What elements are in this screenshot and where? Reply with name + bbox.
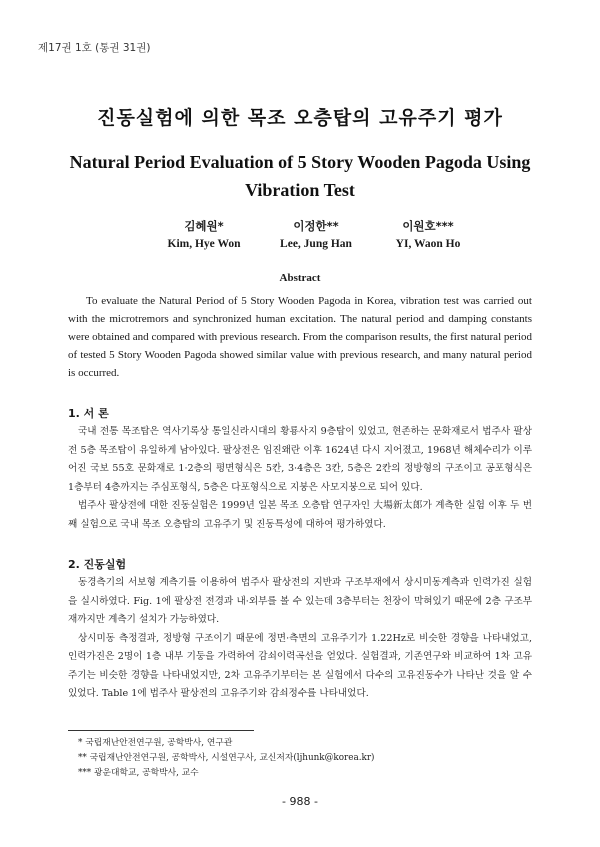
section-2-paragraph-1: 동경측기의 서보형 계측기를 이용하여 법주사 팔상전의 지반과 구조부재에서 상시미동계측과 인력가진 실험을 실시하였다. Fig. 1에 팔상전 전경과 내·외부를 볼 수 있는데 3층부터는 천장이 막혀있기 때문에 2층 구조부재까지만 계측기 설치가 가능하였다.	[68, 577, 532, 625]
footnote-3: *** 광운대학교, 공학박사, 교수	[78, 768, 199, 778]
section-2-paragraph-2: 상시미동 측정결과, 정방형 구조이기 때문에 정면·측면의 고유주기가 1.22Hz로 비슷한 경향을 나타내었고, 인력가진은 2명이 1층 내부 기둥을 가력하여 감쇠이력곡선을 얻었다. 실험결과, 기존연구와 비교하여 1차 고유주기는 비슷한 경향을 나타내었지만, 2차 고유주기부터는 본 실험에서 다수의 고유진동수가 나타난 것을 알 수 있었다. Table 1에 법주사 팔상전의 고유주기와 감쇠정수를 나타내었다.	[68, 632, 532, 699]
abstract-heading: Abstract	[279, 272, 321, 284]
author-2-english: Lee, Jung Han	[280, 238, 352, 250]
author-1-korean: 김혜원*	[184, 219, 224, 233]
title-korean: 진동실험에 의한 목조 오층탑의 고유주기 평가	[97, 107, 503, 129]
section-2-heading: 2. 진동실험	[68, 558, 127, 571]
section-1-body	[68, 423, 532, 534]
author-2-korean: 이정한**	[293, 219, 339, 233]
journal-volume-header: 제17권 1호 (통권 31권)	[38, 42, 151, 54]
author-1-english: Kim, Hye Won	[167, 238, 241, 250]
page-number: - 988 -	[282, 795, 318, 808]
author-3-korean: 이원호***	[402, 219, 454, 233]
section-1-paragraph-1: 국내 전통 목조탑은 역사기록상 통일신라시대의 황룡사지 9층탑이 있었고, 현존하는 문화재로서 법주사 팔상전 5층 목조탑이 유일하게 남아있다. 팔상전은 임진왜란 이후 1624년 다시 지어졌고, 1968년 해체수리가 이루어진 국보 55호 문화재로 1·2층의 평면형식은 5칸, 3·4층은 3칸, 5층은 2칸의 정방형의 구조이고 공포형식은 1층부터 4층까지는 주심포형식, 5층은 다포형식으로 지붕은 사모지붕으로 되어 있다.	[68, 426, 532, 493]
abstract-text: To evaluate the Natural Period of 5 Story Wooden Pagoda in Korea, vibration test was carried out with the microtremors and synchronized human excitation. The natural period and damping constants were obtained and compared with previous research. From the comparison results, the first natural period of tested 5 Story Wooden Pagoda showed similar value with previous research, and many natural period is occurred.	[68, 295, 532, 379]
footnote-2: ** 국립재난안전연구원, 공학박사, 시설연구사, 교신저자(ljhunk@korea.kr)	[78, 753, 375, 763]
author-3	[358, 218, 498, 250]
footnotes	[78, 736, 374, 781]
author-list	[0, 218, 600, 258]
footnote-1: * 국립재난안전연구원, 공학박사, 연구관	[78, 738, 233, 748]
section-2-body	[68, 574, 532, 704]
author-3-english: YI, Waon Ho	[395, 238, 461, 250]
section-1-paragraph-2: 법주사 팔상전에 대한 진동실험은 1999년 일본 목조 오층탑 연구자인 大場新太郎가 계측한 실험 이후 두 번째 실험으로 국내 목조 오층탑의 고유주기 및 진동특성에 대하여 평가하였다.	[68, 500, 532, 530]
section-1-heading: 1. 서 론	[68, 407, 109, 420]
footnote-divider	[68, 730, 254, 731]
title-english: Natural Period Evaluation of 5 Story Wooden Pagoda Using Vibration Test	[69, 152, 531, 200]
